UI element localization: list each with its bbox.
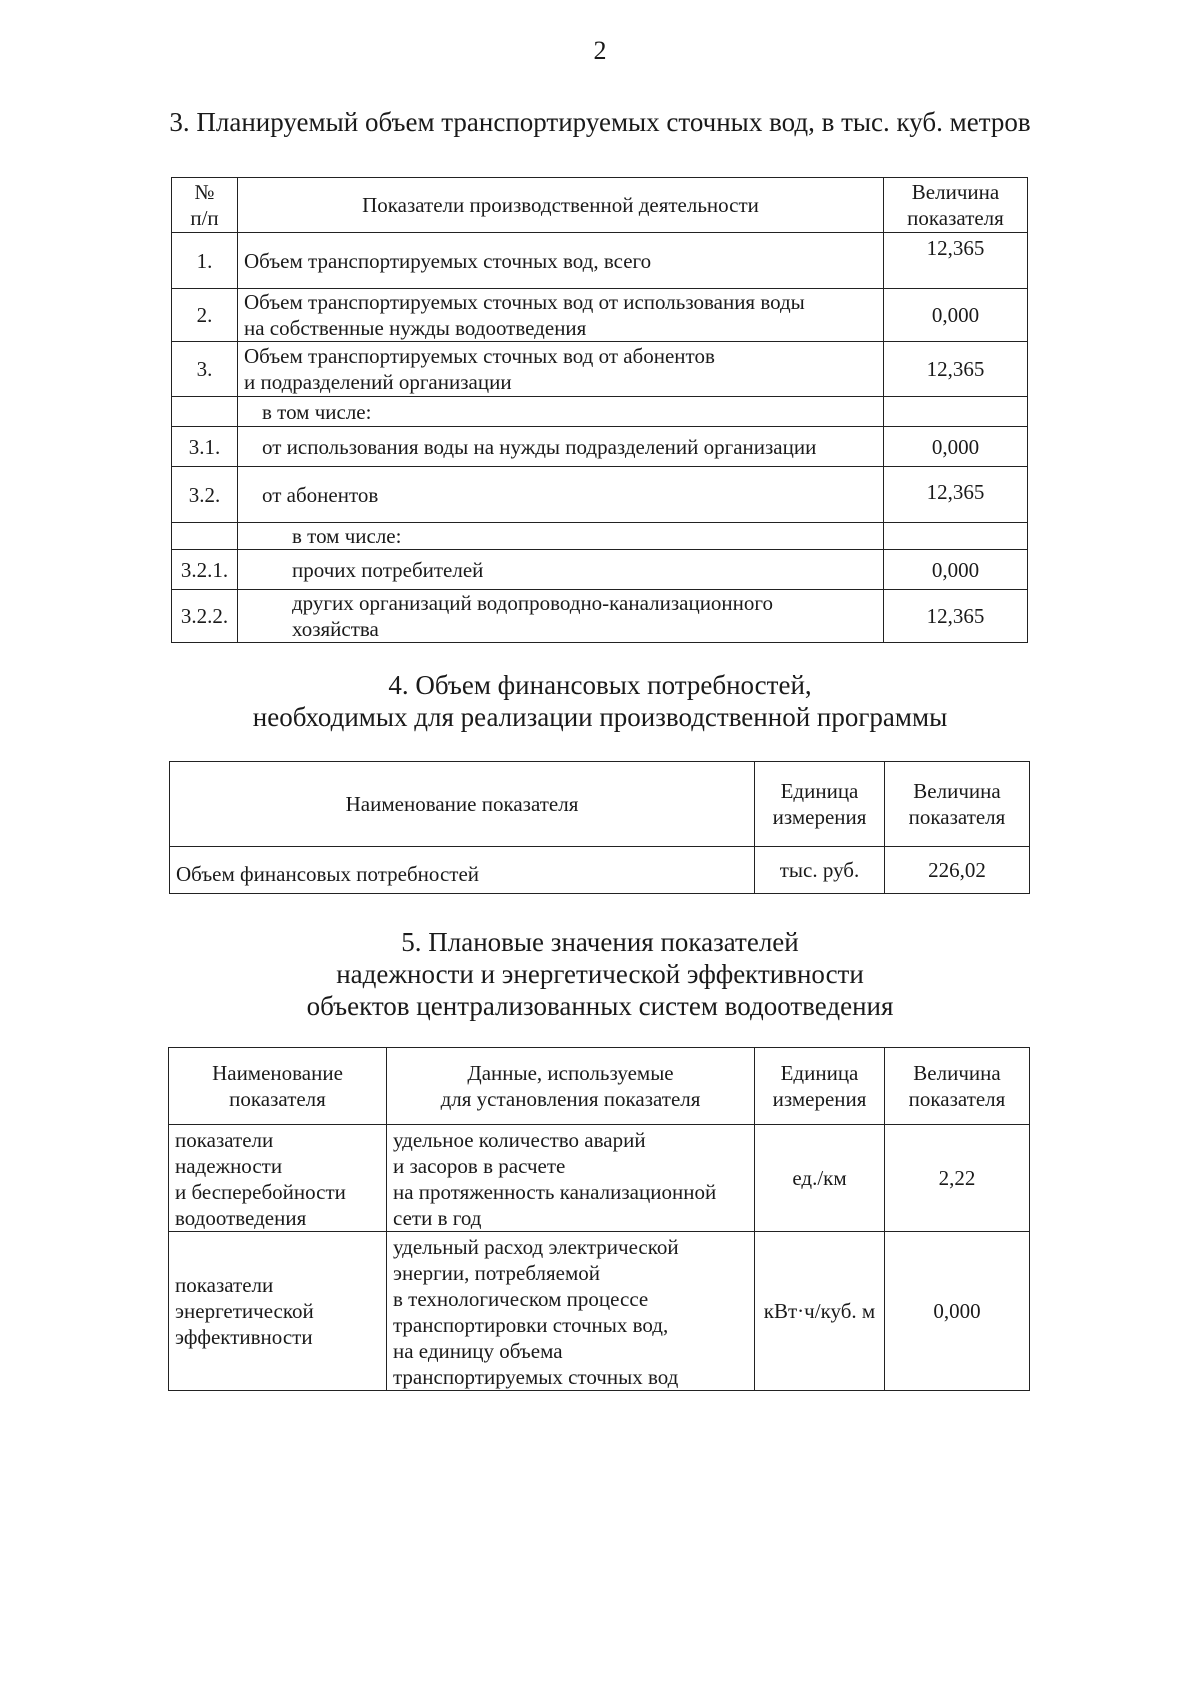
section3-title: 3. Планируемый объем транспортируемых сточных вод, в тыс. куб. метров xyxy=(169,107,1031,137)
row-num: 2. xyxy=(172,289,238,342)
row-data: удельное количество аварий и засоров в расчете на протяженность канализационной сети в год xyxy=(387,1125,755,1232)
row-value: 12,365 xyxy=(884,342,1028,397)
row-label: в том числе: xyxy=(238,397,884,427)
row-label: от использования воды на нужды подразделений организации xyxy=(238,427,884,467)
table-row xyxy=(172,397,1028,427)
row-num: 3.2.2. xyxy=(172,590,238,643)
header-data: Данные, используемые для установления показателя xyxy=(387,1048,755,1125)
table-row xyxy=(172,233,1028,289)
row-unit: ед./км xyxy=(755,1125,885,1232)
row-value: 12,365 xyxy=(884,467,1028,523)
table-row xyxy=(169,1232,1030,1391)
row-data: удельный расход электрической энергии, потребляемой в технологическом процессе транспортировки сточных вод, на единицу объема транспортируемых сточных вод xyxy=(387,1232,755,1391)
row-value xyxy=(884,397,1028,427)
table-row xyxy=(169,1125,1030,1232)
table-row xyxy=(172,550,1028,590)
header-value: Величина показателя xyxy=(885,1048,1030,1125)
row-label: Объем финансовых потребностей xyxy=(170,847,755,894)
header-num: № п/п xyxy=(172,178,238,233)
section4-table xyxy=(169,761,1030,894)
row-label: прочих потребителей xyxy=(238,550,884,590)
row-value: 12,365 xyxy=(884,590,1028,643)
table-row xyxy=(172,523,1028,550)
row-num xyxy=(172,397,238,427)
table-header-row xyxy=(169,1048,1030,1125)
row-unit: тыс. руб. xyxy=(755,847,885,894)
row-value: 0,000 xyxy=(884,289,1028,342)
table-row xyxy=(172,289,1028,342)
table-row xyxy=(172,342,1028,397)
page-number: 2 xyxy=(593,36,607,65)
row-label: в том числе: xyxy=(238,523,884,550)
header-value: Величина показателя xyxy=(884,178,1028,233)
row-label: показатели энергетической эффективности xyxy=(169,1232,387,1391)
row-label: Объем транспортируемых сточных вод от абонентов и подразделений организации xyxy=(238,342,884,397)
table-row xyxy=(172,590,1028,643)
table-row xyxy=(172,467,1028,523)
section5-title: 5. Плановые значения показателей надежности и энергетической эффективности объектов централизованных систем водоотведения xyxy=(306,927,894,1021)
header-name: Наименование показателя xyxy=(170,762,755,847)
row-num xyxy=(172,523,238,550)
header-value: Величина показателя xyxy=(885,762,1030,847)
row-num: 3. xyxy=(172,342,238,397)
row-label: Объем транспортируемых сточных вод от использования воды на собственные нужды водоотведения xyxy=(238,289,884,342)
row-value: 2,22 xyxy=(885,1125,1030,1232)
table-row xyxy=(172,427,1028,467)
row-num: 3.1. xyxy=(172,427,238,467)
header-unit: Единица измерения xyxy=(755,1048,885,1125)
section5-table xyxy=(168,1047,1030,1391)
row-value: 0,000 xyxy=(885,1232,1030,1391)
row-label: показатели надежности и бесперебойности водоотведения xyxy=(169,1125,387,1232)
row-num: 3.2.1. xyxy=(172,550,238,590)
row-value: 226,02 xyxy=(885,847,1030,894)
row-value: 0,000 xyxy=(884,550,1028,590)
table-header-row xyxy=(172,178,1028,233)
header-name: Наименование показателя xyxy=(169,1048,387,1125)
header-indicator: Показатели производственной деятельности xyxy=(238,178,884,233)
row-value xyxy=(884,523,1028,550)
row-label: других организаций водопроводно-канализационного хозяйства xyxy=(238,590,884,643)
section3-table xyxy=(171,177,1028,643)
row-num: 1. xyxy=(172,233,238,289)
section4-title: 4. Объем финансовых потребностей, необходимых для реализации производственной программы xyxy=(252,670,948,732)
header-unit: Единица измерения xyxy=(755,762,885,847)
row-unit: кВт·ч/куб. м xyxy=(755,1232,885,1391)
row-value: 12,365 xyxy=(884,233,1028,289)
table-row xyxy=(170,847,1030,894)
row-label: от абонентов xyxy=(238,467,884,523)
row-label: Объем транспортируемых сточных вод, всего xyxy=(238,233,884,289)
row-value: 0,000 xyxy=(884,427,1028,467)
table-header-row xyxy=(170,762,1030,847)
row-num: 3.2. xyxy=(172,467,238,523)
